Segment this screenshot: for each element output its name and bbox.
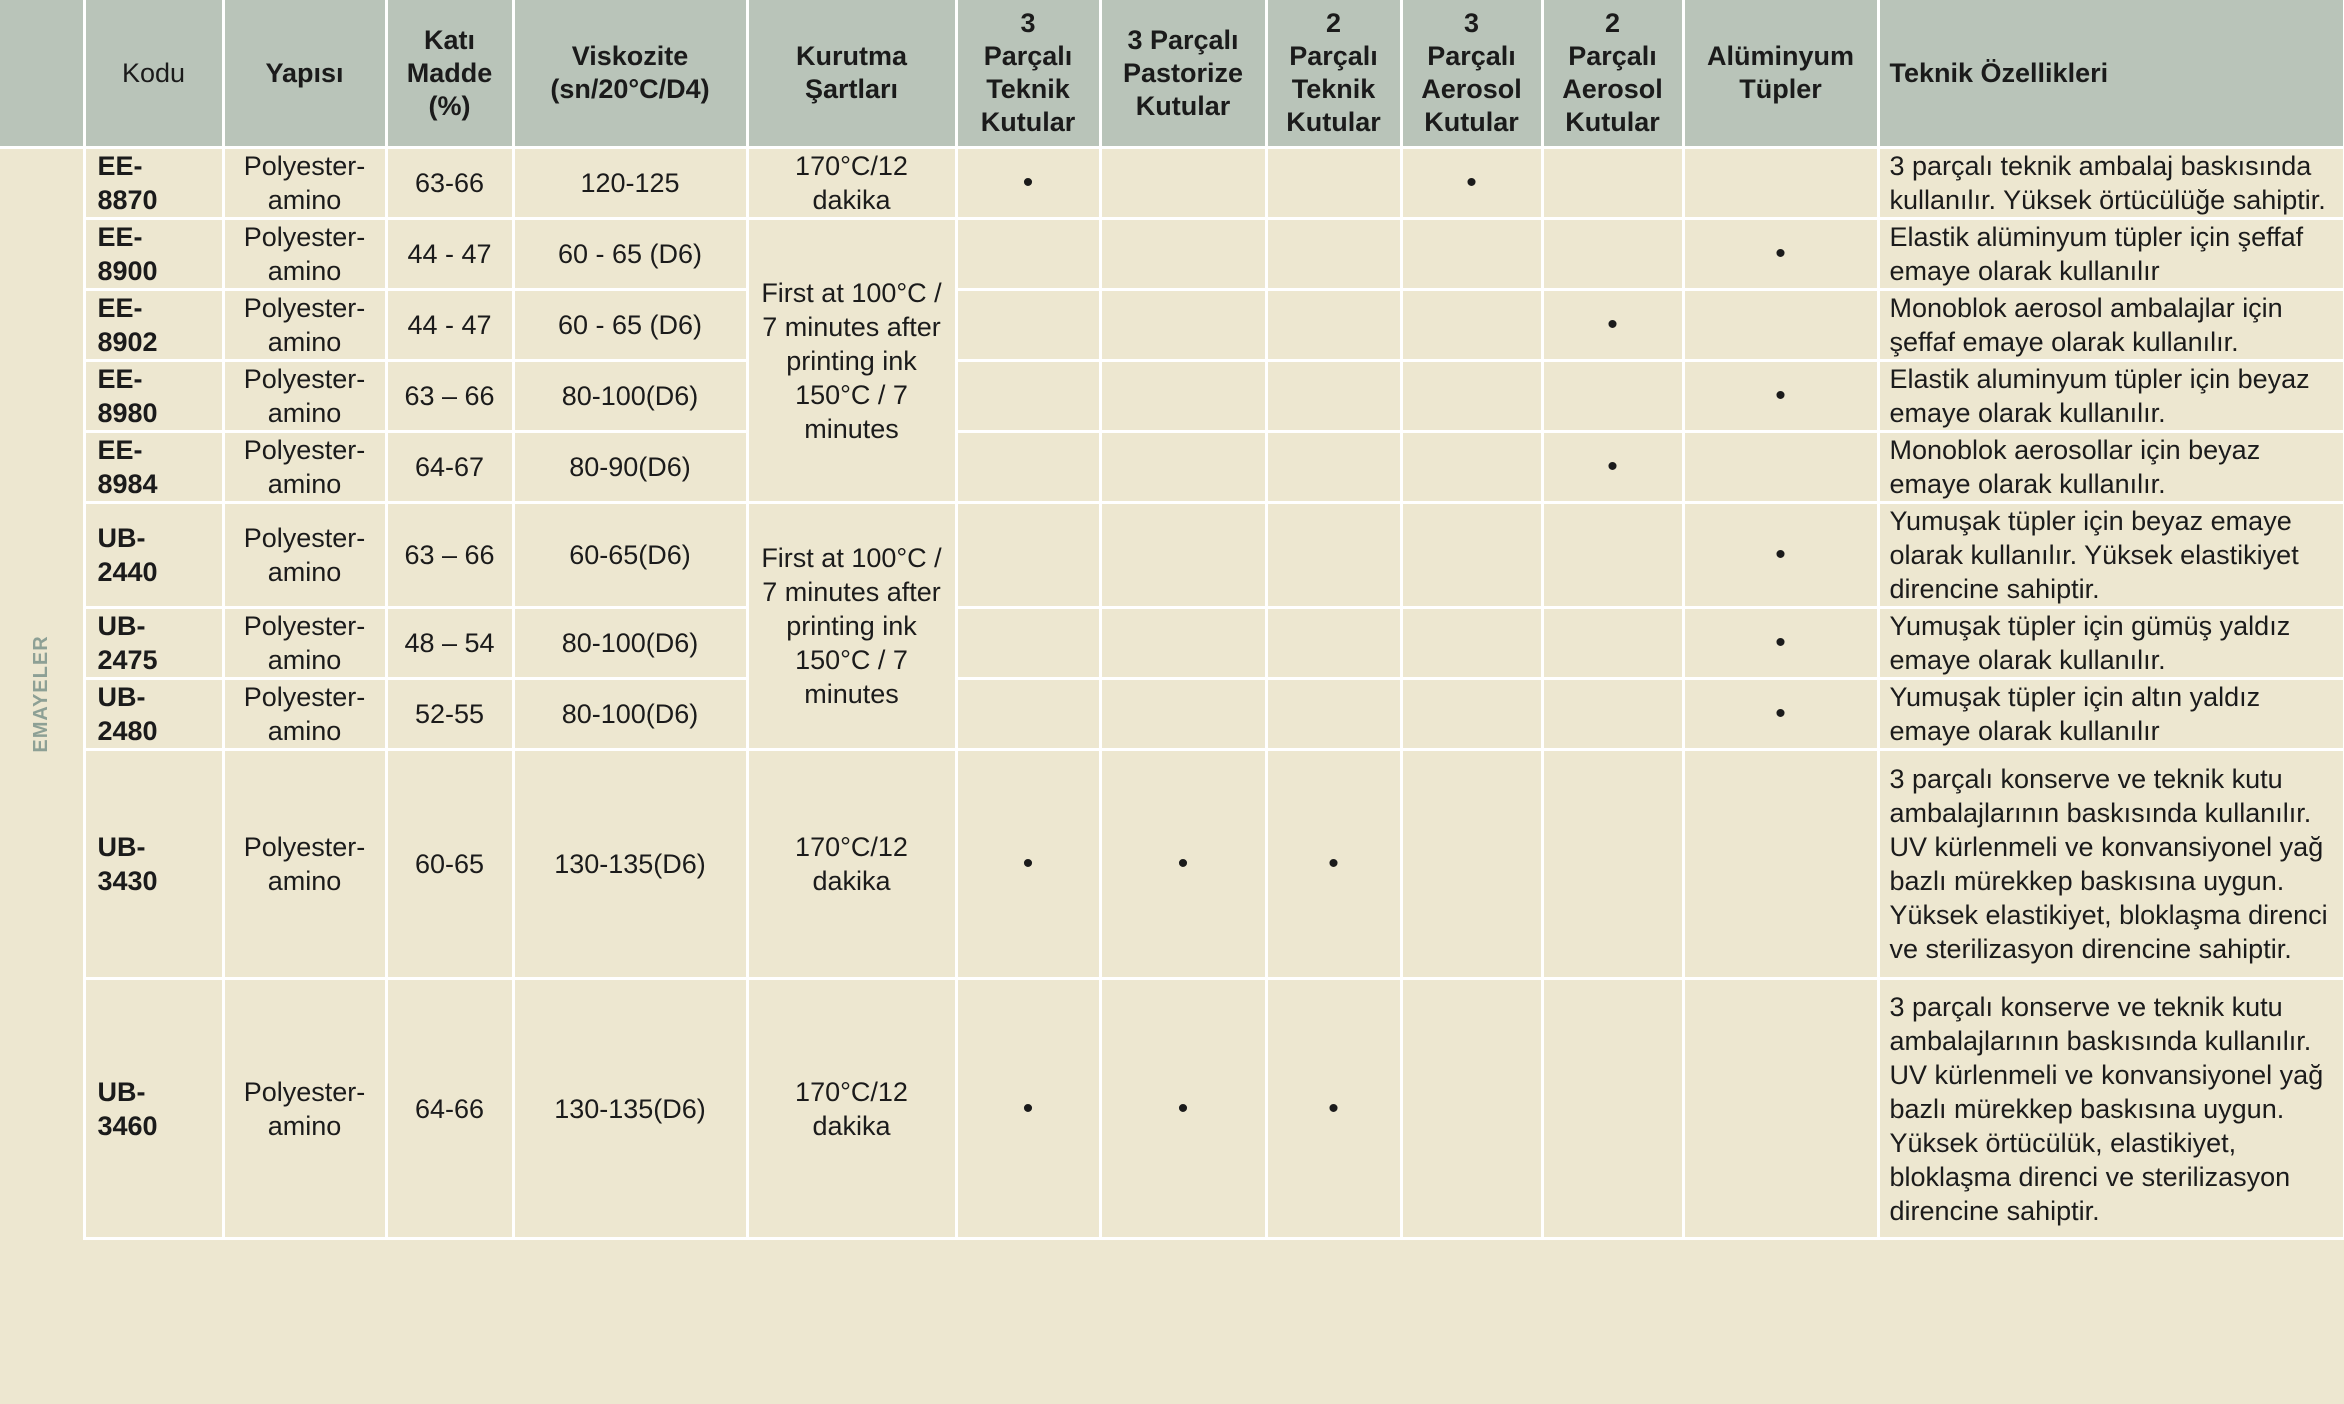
solids: 63 – 66 [386, 503, 513, 608]
empty-cell [1683, 290, 1878, 361]
text-line: minutes [804, 679, 899, 709]
text-line: Aerosol [1562, 74, 1663, 104]
viscosity: 80-90(D6) [513, 432, 747, 503]
drying-conditions [747, 503, 956, 750]
product-code [84, 679, 223, 750]
text-line: UB- [97, 682, 146, 712]
structure [223, 290, 386, 361]
empty-cell [1266, 148, 1401, 219]
structure [223, 219, 386, 290]
empty-cell [1542, 608, 1683, 679]
text-line: Monoblok aerosol ambalajlar için [1889, 293, 2283, 323]
structure [223, 361, 386, 432]
text-line: ve sterilizasyon direncine sahiptir. [1889, 934, 2292, 964]
empty-cell [1100, 361, 1266, 432]
text-line: 2480 [97, 716, 158, 746]
check-mark: • [1542, 290, 1683, 361]
technical-description [1878, 503, 2344, 608]
empty-cell [956, 679, 1100, 750]
header-2-part-aerosol-cans [1542, 0, 1683, 148]
text-line: Viskozite [571, 41, 689, 71]
text-line: 3430 [97, 866, 158, 896]
check-mark: • [1542, 432, 1683, 503]
text-line: Aerosol [1421, 74, 1522, 104]
check-mark: • [1683, 679, 1878, 750]
empty-cell [1542, 361, 1683, 432]
text-line: Yüksek örtücülük, elastikiyet, [1889, 1127, 2237, 1158]
text-line: 8900 [97, 256, 158, 286]
product-code [84, 290, 223, 361]
check-mark: • [1100, 979, 1266, 1239]
viscosity: 120-125 [513, 148, 747, 219]
technical-description [1878, 608, 2344, 679]
text-line: dakika [812, 866, 891, 896]
solids: 64-66 [386, 979, 513, 1239]
header-row [0, 0, 2344, 148]
text-line: 170°C/12 [795, 151, 908, 181]
text-line: EE- [97, 435, 143, 465]
text-line: amino [267, 716, 342, 746]
text-line: UV kürlenmeli ve konvansiyonel yağ [1889, 832, 2324, 862]
table-row [0, 290, 2344, 361]
header-drying [747, 0, 956, 148]
viscosity: 130-135(D6) [513, 750, 747, 979]
header-technical-features: Teknik Özellikleri [1878, 0, 2344, 148]
text-line: Polyester- [243, 682, 366, 712]
text-line: emaye olarak kullanılır. [1889, 469, 2166, 499]
text-line: 8870 [97, 185, 158, 215]
empty-cell [1401, 679, 1542, 750]
text-line: printing ink [786, 345, 917, 376]
header-code: Kodu [84, 0, 223, 148]
viscosity: 60 - 65 (D6) [513, 219, 747, 290]
empty-cell [1266, 608, 1401, 679]
text-line: Kutular [1424, 107, 1519, 137]
technical-description [1878, 979, 2344, 1239]
drying-conditions [747, 750, 956, 979]
empty-cell [956, 290, 1100, 361]
text-line: Yumuşak tüpler için beyaz emaye [1889, 506, 2292, 536]
text-line: 2 [1325, 8, 1342, 38]
empty-cell [1266, 290, 1401, 361]
table-row [0, 679, 2344, 750]
empty-cell [1401, 608, 1542, 679]
empty-cell [1266, 361, 1401, 432]
text-line: 3 parçalı konserve ve teknik kutu [1889, 991, 2283, 1022]
text-line: Polyester- [243, 151, 366, 181]
text-line: 170°C/12 [795, 1076, 908, 1107]
text-line: Polyester- [243, 293, 366, 323]
text-line: UB- [97, 832, 146, 862]
text-line: 8980 [97, 398, 158, 428]
text-line: Parçalı [1289, 41, 1378, 71]
check-mark: • [1683, 503, 1878, 608]
check-mark: • [1266, 979, 1401, 1239]
header-solids [386, 0, 513, 148]
text-line: bazlı mürekkep baskısına uygun. [1889, 1093, 2285, 1124]
empty-cell [1401, 503, 1542, 608]
text-line: EE- [97, 151, 143, 181]
text-line: Polyester- [243, 222, 366, 252]
solids: 60-65 [386, 750, 513, 979]
product-code [84, 608, 223, 679]
text-line: UB- [97, 1076, 146, 1107]
empty-cell [1401, 750, 1542, 979]
text-line: 3 [1463, 8, 1480, 38]
empty-cell [1542, 148, 1683, 219]
empty-cell [1401, 432, 1542, 503]
empty-cell [1683, 432, 1878, 503]
empty-cell [1401, 219, 1542, 290]
solids: 63 – 66 [386, 361, 513, 432]
text-line: UB- [97, 611, 146, 641]
check-mark: • [1266, 750, 1401, 979]
text-line: emaye olarak kullanılır. [1889, 645, 2166, 675]
text-line: Parçalı [983, 41, 1073, 71]
text-line: emaye olarak kullanılır. [1889, 398, 2166, 428]
text-line: Kutular [980, 107, 1076, 137]
text-line: Yüksek elastikiyet, bloklaşma direnci [1889, 900, 2328, 930]
check-mark: • [956, 750, 1100, 979]
text-line: Polyester- [243, 611, 366, 641]
check-mark: • [956, 148, 1100, 219]
text-line: 3 [1020, 8, 1036, 38]
text-line: 2440 [97, 557, 158, 587]
viscosity: 80-100(D6) [513, 679, 747, 750]
empty-cell [1683, 979, 1878, 1239]
table-row [0, 361, 2344, 432]
text-line: Tüpler [1739, 74, 1822, 104]
structure [223, 979, 386, 1239]
text-line: Yumuşak tüpler için gümüş yaldız [1889, 611, 2291, 641]
header-3-part-technical-cans [956, 0, 1100, 148]
header-2-part-technical-cans [1266, 0, 1401, 148]
header-viscosity [513, 0, 747, 148]
text-line: bloklaşma direnci ve sterilizasyon [1889, 1161, 2291, 1192]
check-mark: • [1683, 361, 1878, 432]
empty-cell [1542, 219, 1683, 290]
viscosity: 60 - 65 (D6) [513, 290, 747, 361]
technical-description [1878, 290, 2344, 361]
empty-cell [1266, 503, 1401, 608]
drying-conditions [747, 219, 956, 503]
empty-cell [1100, 432, 1266, 503]
text-line: kullanılır. Yüksek örtücülüğe sahiptir. [1889, 185, 2326, 215]
solids: 48 – 54 [386, 608, 513, 679]
text-line: 3 parçalı konserve ve teknik kutu [1889, 764, 2283, 794]
text-line: bazlı mürekkep baskısına uygun. [1889, 866, 2285, 896]
text-line: amino [267, 327, 342, 357]
text-line: Kurutma [795, 41, 907, 71]
text-line: Polyester- [243, 832, 366, 862]
text-line: amino [267, 469, 342, 499]
empty-cell [1542, 750, 1683, 979]
text-line: (%) [428, 90, 471, 121]
text-line: Polyester- [243, 435, 366, 465]
product-code [84, 432, 223, 503]
text-line: EE- [97, 293, 143, 323]
text-line: 3 parçalı teknik ambalaj baskısında [1889, 151, 2312, 181]
empty-cell [1100, 148, 1266, 219]
text-line: 8984 [97, 469, 158, 499]
text-line: dakika [812, 1110, 891, 1141]
text-line: 2475 [97, 645, 158, 675]
solids: 44 - 47 [386, 290, 513, 361]
text-line: Pastorize [1122, 57, 1244, 88]
drying-conditions [747, 148, 956, 219]
text-line: First at 100°C / [761, 543, 942, 573]
technical-description [1878, 361, 2344, 432]
text-line: amino [267, 185, 342, 215]
text-line: UV kürlenmeli ve konvansiyonel yağ [1889, 1059, 2324, 1090]
text-line: direncine sahiptir. [1889, 574, 2100, 604]
text-line: amino [267, 256, 342, 286]
table-row [0, 432, 2344, 503]
text-line: emaye olarak kullanılır [1889, 256, 2160, 286]
empty-cell [956, 432, 1100, 503]
text-line: Katı [423, 24, 475, 55]
text-line: Kutular [1135, 90, 1231, 121]
text-line: (sn/20°C/D4) [550, 74, 710, 104]
empty-cell [956, 361, 1100, 432]
empty-cell [1100, 503, 1266, 608]
header-structure: Yapısı [223, 0, 386, 148]
technical-description [1878, 750, 2344, 979]
empty-cell [1401, 290, 1542, 361]
table-row [0, 219, 2344, 290]
product-code [84, 219, 223, 290]
empty-cell [1100, 219, 1266, 290]
empty-cell [956, 219, 1100, 290]
text-line: Kutular [1565, 107, 1660, 137]
product-code [84, 979, 223, 1239]
check-mark: • [956, 979, 1100, 1239]
text-line: printing ink [786, 611, 917, 641]
table-row [0, 750, 2344, 979]
empty-cell [1401, 361, 1542, 432]
empty-cell [1401, 979, 1542, 1239]
technical-description [1878, 219, 2344, 290]
empty-cell [1266, 219, 1401, 290]
technical-description [1878, 148, 2344, 219]
product-code [84, 750, 223, 979]
text-line: amino [267, 398, 342, 428]
empty-cell [1100, 608, 1266, 679]
text-line: Polyester- [243, 1076, 366, 1107]
product-code [84, 148, 223, 219]
table-row [0, 503, 2344, 608]
solids: 44 - 47 [386, 219, 513, 290]
table-row [0, 148, 2344, 219]
viscosity: 80-100(D6) [513, 608, 747, 679]
technical-description [1878, 679, 2344, 750]
check-mark: • [1683, 219, 1878, 290]
text-line: Polyester- [243, 364, 366, 394]
product-code [84, 361, 223, 432]
check-mark: • [1683, 608, 1878, 679]
empty-cell [1683, 750, 1878, 979]
text-line: First at 100°C / [761, 277, 942, 308]
empty-cell [1266, 679, 1401, 750]
solids: 63-66 [386, 148, 513, 219]
structure [223, 608, 386, 679]
text-line: Madde [406, 57, 493, 88]
text-line: Parçalı [1427, 41, 1516, 71]
empty-cell [1542, 679, 1683, 750]
check-mark: • [1100, 750, 1266, 979]
text-line: Teknik [986, 74, 1070, 104]
text-line: Polyester- [243, 523, 366, 553]
text-line: Alüminyum [1706, 41, 1854, 71]
structure [223, 432, 386, 503]
text-line: Monoblok aerosollar için beyaz [1889, 435, 2261, 465]
header-aluminum-tubes [1683, 0, 1878, 148]
text-line: 2 [1604, 8, 1621, 38]
text-line: UB- [97, 523, 146, 553]
structure [223, 148, 386, 219]
empty-cell [1100, 679, 1266, 750]
text-line: 7 minutes after [762, 311, 941, 342]
header-3-part-pasteurized-cans [1100, 0, 1266, 148]
solids: 52-55 [386, 679, 513, 750]
text-line: 150°C / 7 [795, 645, 908, 675]
empty-cell [956, 503, 1100, 608]
text-line: şeffaf emaye olarak kullanılır. [1889, 327, 2239, 357]
structure [223, 503, 386, 608]
text-line: Yumuşak tüpler için altın yaldız [1889, 682, 2261, 712]
text-line: Kutular [1286, 107, 1381, 137]
text-line: 150°C / 7 [795, 379, 908, 410]
drying-conditions [747, 979, 956, 1239]
text-line: amino [267, 1110, 342, 1141]
text-line: amino [267, 645, 342, 675]
check-mark: • [1401, 148, 1542, 219]
viscosity: 130-135(D6) [513, 979, 747, 1239]
header-blank [0, 0, 84, 148]
text-line: direncine sahiptir. [1889, 1195, 2100, 1226]
text-line: Parçalı [1568, 41, 1657, 71]
side-label-cell [0, 148, 84, 1239]
text-line: ambalajlarının baskısında kullanılır. [1889, 1025, 2312, 1056]
viscosity: 80-100(D6) [513, 361, 747, 432]
text-line: olarak kullanılır. Yüksek elastikiyet [1889, 540, 2299, 570]
empty-cell [1266, 432, 1401, 503]
structure [223, 750, 386, 979]
structure [223, 679, 386, 750]
table-row [0, 608, 2344, 679]
empty-cell [956, 608, 1100, 679]
empty-cell [1542, 503, 1683, 608]
empty-cell [1100, 290, 1266, 361]
text-line: 7 minutes after [762, 577, 941, 607]
solids: 64-67 [386, 432, 513, 503]
text-line: minutes [804, 413, 899, 444]
table-row [0, 979, 2344, 1239]
empty-cell [1683, 148, 1878, 219]
text-line: EE- [97, 364, 143, 394]
text-line: dakika [812, 185, 891, 215]
empty-cell [1542, 979, 1683, 1239]
text-line: 170°C/12 [795, 832, 908, 862]
text-line: 8902 [97, 327, 158, 357]
text-line: ambalajlarının baskısında kullanılır. [1889, 798, 2312, 828]
text-line: Elastik aluminyum tüpler için beyaz [1889, 364, 2310, 394]
viscosity: 60-65(D6) [513, 503, 747, 608]
text-line: amino [267, 866, 342, 896]
text-line: Elastik alüminyum tüpler için şeffaf [1889, 222, 2304, 252]
product-code [84, 503, 223, 608]
header-3-part-aerosol-cans [1401, 0, 1542, 148]
side-label: EMAYELER [30, 635, 53, 753]
technical-description [1878, 432, 2344, 503]
text-line: Teknik [1291, 74, 1376, 104]
text-line: amino [267, 557, 342, 587]
text-line: 3 Parçalı [1127, 24, 1239, 55]
text-line: Şartları [804, 74, 899, 104]
text-line: EE- [97, 222, 143, 252]
text-line: emaye olarak kullanılır [1889, 716, 2160, 746]
text-line: 3460 [97, 1110, 158, 1141]
